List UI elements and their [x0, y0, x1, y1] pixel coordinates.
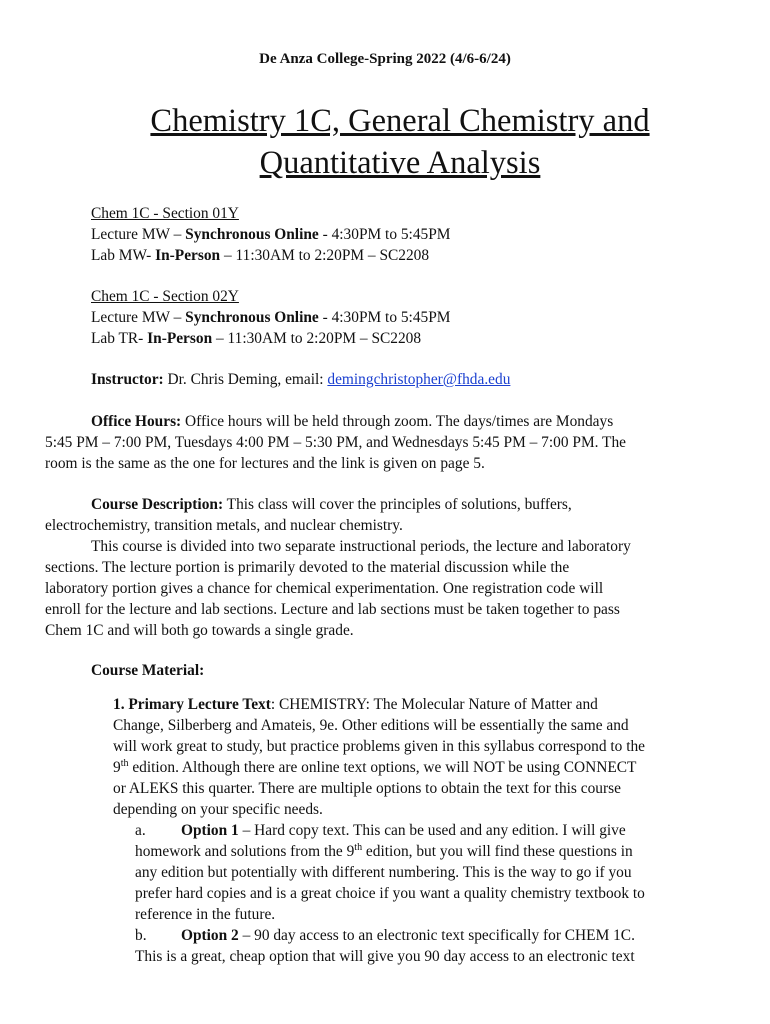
- section-01y: [91, 203, 731, 266]
- course-description-label: Course Description:: [91, 496, 224, 513]
- instructor-email-link[interactable]: demingchristopher@fhda.edu: [327, 371, 511, 388]
- page-title: [60, 100, 740, 184]
- office-hours-paragraph: Office Hours: Office hours will be held through zoom. The days/times are Mondays 5:45 PM – 7:00 PM, Tuesdays 4:00 PM – 5:30 PM, and Wednesdays 5:45 PM – 7:00 PM. The room is the same as the one for lectures and the link is given on page 5.: [45, 413, 626, 472]
- option-2-item: b. Option 2 – 90 day access to an electronic text specifically for CHEM 1C. This is a great, cheap option that will give you 90 day access to an electronic text: [135, 927, 635, 965]
- option-2-label: Option 2: [181, 927, 239, 944]
- lecture-line: Lecture MW – Synchronous Online - 4:30PM to 5:45PM: [91, 226, 451, 243]
- course-material-heading: Course Material:: [91, 662, 205, 679]
- lab-line: Lab TR- In-Person – 11:30AM to 2:20PM – SC2208: [91, 330, 422, 347]
- title-line-1: Chemistry 1C, General Chemistry and: [150, 103, 650, 139]
- college-term-header: De Anza College-Spring 2022 (4/6-6/24): [259, 51, 511, 67]
- instructor-line: Instructor: Dr. Chris Deming, email: demingchristopher@fhda.edu: [91, 371, 511, 388]
- section-heading: Chem 1C - Section 01Y: [91, 205, 239, 222]
- primary-lecture-text-label: Primary Lecture Text: [128, 696, 271, 713]
- lab-line: Lab MW- In-Person – 11:30AM to 2:20PM – SC2208: [91, 247, 430, 264]
- primary-lecture-text-item: 1. Primary Lecture Text: CHEMISTRY: The Molecular Nature of Matter and Change, Silberberg and Amateis, 9e. Other editions will be essentially the same and will work great to study, but practice problems given in this syllabus correspond to the 9th edition. Although there are online text options, we will NOT be using CONNECT or ALEKS this quarter. There are multiple options to obtain the text for this course depending on your specific needs.: [113, 696, 646, 818]
- title-line-2: Quantitative Analysis: [259, 145, 541, 181]
- course-description-paragraph: Course Description: This class will cover the principles of solutions, buffers, electrochemistry, transition metals, and nuclear chemistry. This course is divided into two separate instructional periods, the lecture and laboratory sections. The lecture portion is primarily devoted to the material discussion while the laboratory portion gives a chance for chemical experimentation. One registration code will enroll for the lecture and lab sections. Lecture and lab sections must be taken together to pass Chem 1C and will both go towards a single grade.: [45, 496, 631, 639]
- option-1-item: a. Option 1 – Hard copy text. This can be used and any edition. I will give homework and solutions from the 9th edition, but you will find these questions in any edition but potentially with different numbering. This is the way to go if you prefer hard copies and is a great choice if you want a quality chemistry textbook to reference in the future.: [135, 822, 645, 923]
- office-hours-label: Office Hours:: [91, 413, 182, 430]
- instructor-label: Instructor:: [91, 371, 164, 388]
- lecture-line: Lecture MW – Synchronous Online - 4:30PM to 5:45PM: [91, 309, 451, 326]
- section-heading: Chem 1C - Section 02Y: [91, 288, 239, 305]
- section-02y: [91, 286, 731, 349]
- option-1-label: Option 1: [181, 822, 239, 839]
